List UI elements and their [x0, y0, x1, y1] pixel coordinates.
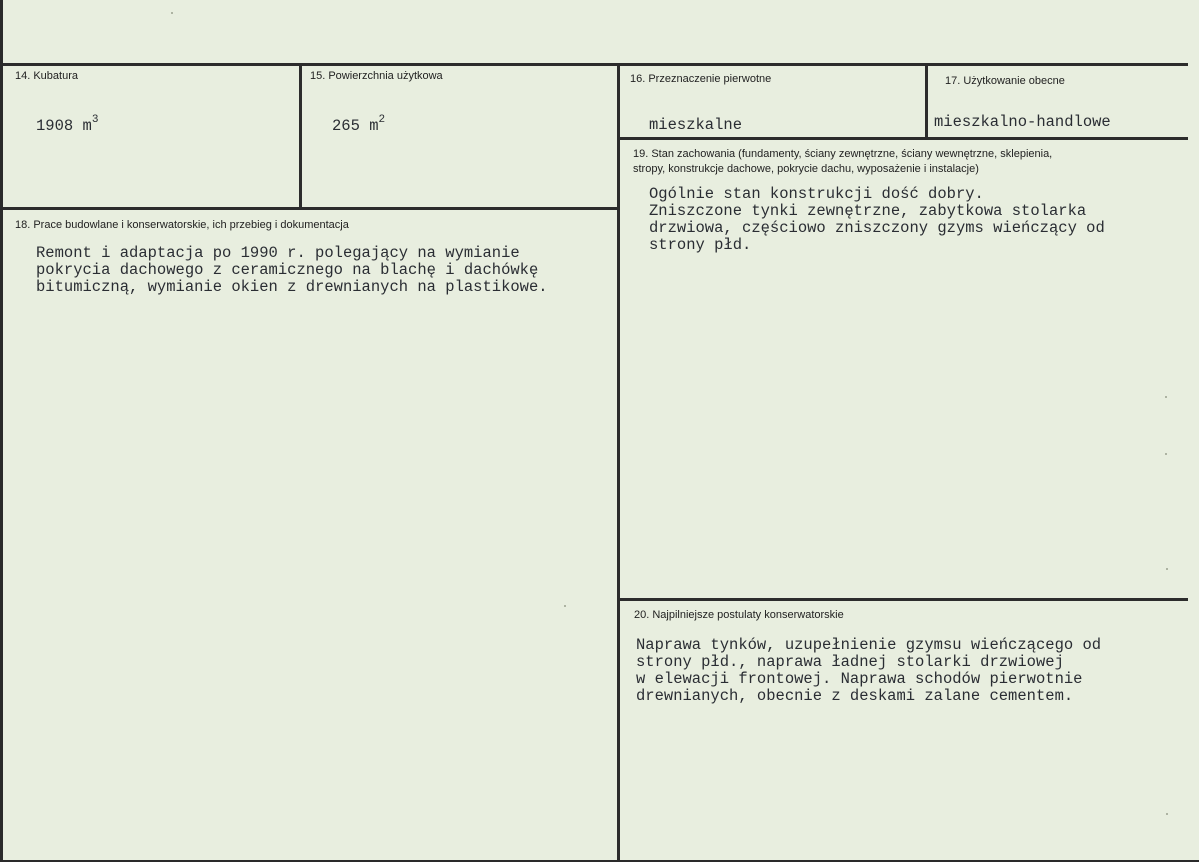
- field-18-value: Remont i adaptacja po 1990 r. polegający na wymianie pokrycia dachowego z ceramicznego na blachę i dachówkę bitumiczną, wymianie okien z drewnianych na plastikowe.: [36, 244, 548, 296]
- speck: [1166, 568, 1168, 570]
- speck: [1166, 813, 1168, 815]
- field-20-label: 20. Najpilniejsze postulaty konserwatorskie: [634, 609, 844, 621]
- field-15-exponent: 2: [378, 114, 386, 126]
- rule-under-14-15: [3, 207, 620, 210]
- field-14-value: [36, 114, 98, 135]
- field-19-value: Ogólnie stan konstrukcji dość dobry. Zniszczone tynki zewnętrzne, zabytkowa stolarka drzwiowa, częściowo zniszczony gzyms wieńczący od strony płd.: [649, 185, 1105, 254]
- field-17-value: mieszkalno-handlowe: [934, 113, 1111, 131]
- field-20-value: Naprawa tynków, uzupełnienie gzymsu wieńczącego od strony płd., naprawa ładnej stolarki drzwiowej w elewacji frontowej. Naprawa schodów pierwotnie drewnianych, obecnie z deskami zalane cementem.: [636, 636, 1102, 705]
- field-15-label: 15. Powierzchnia użytkowa: [310, 70, 443, 82]
- field-17-label: 17. Użytkowanie obecne: [945, 75, 1065, 87]
- divider-14-15: [299, 63, 302, 209]
- speck: [564, 605, 566, 607]
- speck: [171, 12, 173, 14]
- speck: [1165, 453, 1167, 455]
- field-19-label: 19. Stan zachowania (fundamenty, ściany zewnętrzne, ściany wewnętrzne, sklepienia, stropy, konstrukcje dachowe, pokrycie dachu, wyposażenie i instalacje): [633, 148, 1053, 175]
- field-16-value: mieszkalne: [649, 116, 743, 134]
- field-14-exponent: 3: [91, 114, 99, 126]
- speck: [1165, 396, 1167, 398]
- field-15-number: 265: [332, 117, 360, 136]
- field-18-label: 18. Prace budowlane i konserwatorskie, ich przebieg i dokumentacja: [15, 219, 349, 231]
- rule-above-20: [620, 598, 1188, 601]
- field-14-unit: m: [82, 117, 92, 136]
- field-15-value: [332, 114, 385, 135]
- divider-16-17: [925, 63, 928, 139]
- field-14-label: 14. Kubatura: [15, 70, 78, 82]
- field-15-unit: m: [369, 117, 379, 136]
- main-divider: [617, 63, 620, 860]
- top-rule: [3, 63, 1188, 66]
- rule-under-16-17: [620, 137, 1188, 140]
- field-16-label: 16. Przeznaczenie pierwotne: [630, 73, 772, 85]
- field-14-number: 1908: [36, 117, 74, 136]
